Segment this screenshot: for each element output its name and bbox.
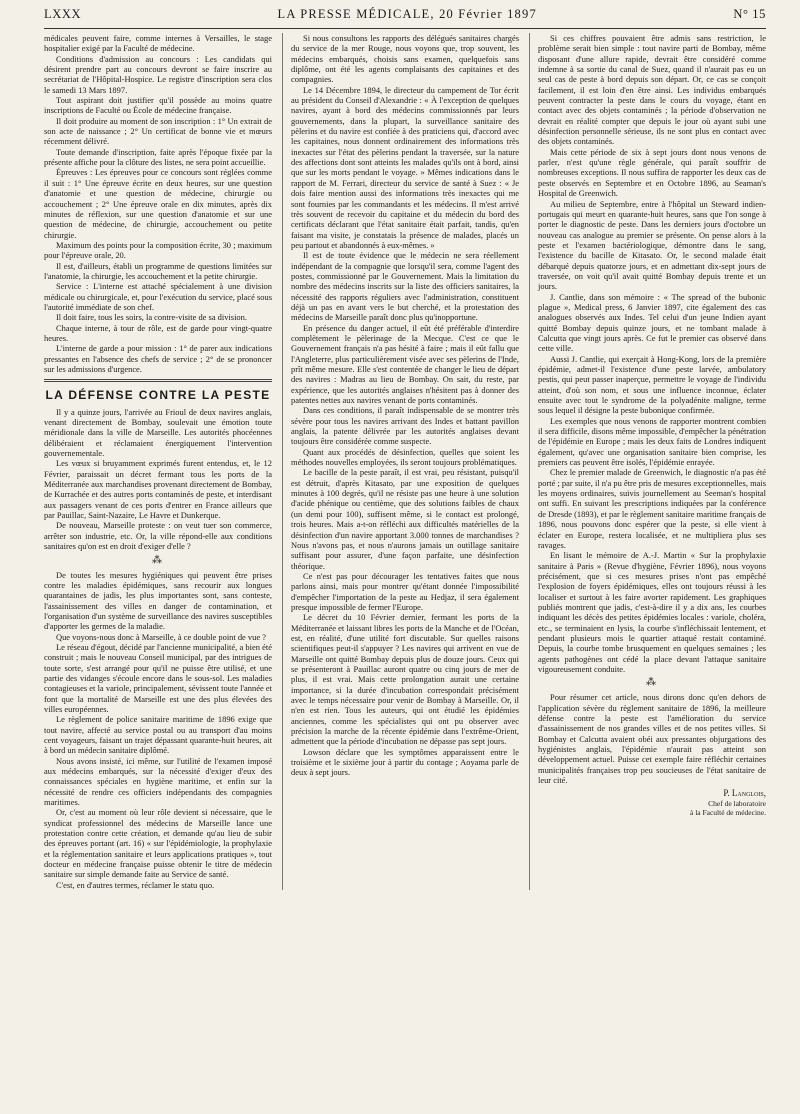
paragraph: Il est de toute évidence que le médecin ne sera réellement indépendant de la compagnie que lorsqu'il sera, comme l'agent des postes, commissionné par le Gouvernement. Mais la limitation du nombre des médecins inscrits sur la liste des officiers sanitaires, la nécessité des rapports réguliers avec l'administration, constituent déjà un pas en avant vers le but cherché, et la protestation des médecins de Marseille paraît donc plus qu'inopportune. xyxy=(291,250,519,323)
article-title: LA DÉFENSE CONTRE LA PESTE xyxy=(45,388,271,403)
paragraph: Mais cette période de six à sept jours dont nous venons de parler, n'est qu'une règle générale, qui paraît souffrir de nombreuses exceptions. Il nous suffira de rapporter les deux cas de peste observés en Septembre et en Octobre 1896, au Seaman's Hospital de Greenwich. xyxy=(538,146,766,199)
author-affiliation: à la Faculté de médecine. xyxy=(689,807,766,817)
paragraph: J. Cantlie, dans son mémoire : « The spread of the bubonic plague », Medical press, 6 Janvier 1897, cite également des cas analogues observés aux Indes. Tel celui d'un jeune Indien ayant quitté Bombay depuis quinze jours, et ne tombant malade à Calcutta que vingt jours après. Ce fut le premier cas observé dans cette ville. xyxy=(538,291,766,354)
paragraph: En présence du danger actuel, il eût été préférable d'interdire complètement le pèlerinage de la Mecque. C'est ce que le Gouvernement français n'a pas hésité à faire ; mais il eût fallu que l'Angleterre, plus particulièrement visée avec ses pèlerins de l'Inde, prît même mesure. Elle s'est contentée de changer le lieu de départ des navires : Madras au lieu de Bombay. On sait, du reste, par expérience, que les autorités anglaises n'hésitent pas à donner des patentes nettes aux navires venant de ports contaminés. xyxy=(291,322,519,406)
paragraph: De nouveau, Marseille proteste : on veut tuer son commerce, arrêter son industrie, etc. Or, la ville répond-elle aux conditions sanitaires qu'on est en droit d'exiger d'elle ? xyxy=(44,520,272,552)
paragraph: Toute demande d'inscription, faite après l'époque fixée par la présente affiche pour la clôture des listes, ne sera point accueillie. xyxy=(44,146,272,168)
paragraph: Maximum des points pour la composition écrite, 30 ; maximum pour l'épreuve orale, 20. xyxy=(44,239,272,261)
paragraph: Le 14 Décembre 1894, le directeur du campement de Tor écrit au président du Conseil d'Alexandrie : « À l'exception de quelques navires, ayant à bord des médecins commissionnés par leurs gouvernements, dans la plupart, la surveillance sanitaire des pèlerins et du navire est confiée à des praticiens qui, d'accord avec les capitaines, nous donnent ordinairement des informations très inexactes sur l'état des pèlerins pendant la traversée, sur la nature des affections dont sont atteints les malades qu'ils ont à bord, ainsi que sur les morts pendant le voyage. » Mêmes indications dans le rapport de M. Ferrari, directeur du service de santé à Suez : « Je dois faire mention aussi des informations très inexactes qui me sont fournies par les commandants et les médecins. Il m'est arrivé très souvent de recevoir du capitaine et du médecin du bord des certificats déclarant que l'état sanitaire était parfait, tandis, qu'en faisant ma visite, je constatais la présence de malades, placés un peu partout et abandonnés à eux-mêmes. » xyxy=(291,84,519,250)
paragraph: Quant aux procédés de désinfection, quelles que soient les méthodes nouvelles employées, ils seront toujours problématiques. xyxy=(291,446,519,468)
paragraph: Or, c'est au moment où leur rôle devient si nécessaire, que le syndicat professionnel des médecins de Marseille lance une protestation contre cette création, et demande qu'au lieu de subir des épreuves portant (art. 16) « sur l'épidémiologie, la prophylaxie et la réglementation sanitaire et leurs applications pratiques », tout docteur en médecine française puisse obtenir le titre de médecin sanitaire sur simple demande faite au Service de santé. xyxy=(44,807,272,880)
column-2 xyxy=(282,33,519,890)
paragraph: Les vœux si bruyamment exprimés furent entendus, et, le 12 Février, paraissait un décret fermant tous les ports de la Méditerranée aux marchandises provenant directement de Bombay, de Kurrachée et des autres ports contaminés de peste, et interdisant aux passagers venant de ces ports d'entrer en France ailleurs que par Pauillac, Saint-Nazaire, Le Havre et Dunkerque. xyxy=(44,458,272,521)
paragraph: Tout aspirant doit justifier qu'il possède au moins quatre inscriptions de Faculté ou École de médecine française. xyxy=(44,95,272,116)
paragraph: Si nous consultons les rapports des délégués sanitaires chargés du service de la mer Rouge, nous voyons que, trop souvent, les médecins embarqués, choisis sans examen, quelquefois sans diplôme, ont été les agents complaisants des capitaines et des compagnies. xyxy=(291,33,519,85)
issue-date: 20 Février 1897 xyxy=(439,7,537,21)
author-signature xyxy=(538,788,766,816)
issue-number: N° 15 xyxy=(733,7,766,21)
paragraph: médicales peuvent faire, comme internes à Versailles, le stage hospitalier exigé par la Faculté de médecine. xyxy=(44,33,272,54)
column-1 xyxy=(44,33,272,890)
paragraph: Que voyons-nous donc à Marseille, à ce double point de vue ? xyxy=(56,631,266,642)
page-number: LXXX xyxy=(44,7,82,21)
paragraph: Il doit produire au moment de son inscription : 1° Un extrait de son acte de naissance ; 2° Un certificat de bonne vie et mœurs récemment délivré. xyxy=(44,115,272,147)
paragraph: Le décret du 10 Février dernier, fermant les ports de la Méditerranée et laissant libres les ports de la Manche et de l'Océan, est, en réalité, d'une utilité fort discutable. Sur quelles raisons scientifiques peut-il s'appuyer ? Les navires qui arrivent en vue de Marseille ont quitté Bombay depuis plus de douze jours. Ceux qui se présenteront à Pauillac auront quatre ou cinq jours de mer de plus, il est vrai. Mais cette prolongation aurait une certaine importance, si la durée d'incubation correspondait précisément avec le temps nécessaire pour venir de Bombay à Marseille. Or, il n'en est rien. Tous les auteurs, qui ont étudié les épidémies anciennes, comme les spécialistes qui ont pu observer avec précision la marche de la récente épidémie dans l'extrême-Orient, admettent que la période d'incubation ne dépasse pas sept jours. xyxy=(291,612,519,747)
paragraph: Dans ces conditions, il paraît indispensable de se montrer très sévère pour tous les navires arrivant des Indes et battant pavillon anglais, la patente délivrée par les autorités anglaises devant toujours être considérée comme suspecte. xyxy=(291,405,519,447)
section-divider xyxy=(44,379,272,382)
paragraph: En lisant le mémoire de A.-J. Martin « Sur la prophylaxie sanitaire à Paris » (Revue d'hygiène, Février 1896), nous voyons précisément, que si ces mesures prises n'ont pas empêché l'explosion de foyers épidémiques, elles ont toujours réussi à les localiser et surtout à les faire avorter rapidement. Les graphiques publiés montrent que jadis, c'est-à-dire il y a dix ans, les courbes indiquant les décès des petites épidémies locales : variole, choléra, etc., se terminaient en lysis, la courbe s'infléchissait lentement, et pendant plusieurs mois le quartier attaqué restait contaminé. Depuis, la courbe tombe brusquement en quelques semaines ; les agents pathogènes ont cédé la place devant l'attaque sanitaire vigoureusement conduite. xyxy=(538,550,766,674)
paragraph: Ce n'est pas pour décourager les tentatives faites que nous parlons ainsi, mais pour montrer qu'étant donnée l'impossibilité d'empêcher l'importation de la peste au Hedjaz, il sera également presque impossible de fermer l'Europe. xyxy=(291,570,519,612)
paragraph: Nous avons insisté, ici même, sur l'utilité de l'examen imposé aux médecins embarqués, sur la nécessité d'exiger d'eux des connaissances spéciales en hygiène maritime, et enfin sur la nécessité de rendre ces officiers indépendants des compagnies maritimes. xyxy=(44,755,272,808)
paragraph: Service : L'interne est attaché spécialement à une division médicale ou chirurgicale, et, pour l'exécution du service, placé sous l'autorité immédiate de son chef. xyxy=(44,281,272,312)
author-role: Chef de laboratoire xyxy=(708,798,766,808)
paragraph: Il y a quinze jours, l'arrivée au Frioul de deux navires anglais, venant directement de Bombay, soulevait une émotion toute méridionale dans la ville de Marseille. Les autorités phocéennes délibéraient et réclamaient énergiquement l'intervention gouvernementale. xyxy=(44,406,272,459)
paragraph: Il est, d'ailleurs, établi un programme de questions limitées sur l'anatomie, la chirurgie, les accouchement et la petite chirurgie. xyxy=(44,260,272,281)
paragraph: Chaque interne, à tour de rôle, est de garde pour vingt-quatre heures. xyxy=(44,322,272,343)
author-name: P. Langlois, xyxy=(723,788,766,799)
paragraph: C'est, en d'autres termes, réclamer le statu quo. xyxy=(56,879,215,890)
paragraph: L'interne de garde a pour mission : 1° de parer aux indications pressantes en l'absence des chefs de service ; 2° de se prononcer sur les admissions d'urgence. xyxy=(44,343,272,374)
paragraph: Chez le premier malade de Greenwich, le diagnostic n'a pas été porté ; par suite, il n'a pu être pris de mesures exceptionnelles, mais les moyens ordinaires, suivis journellement au Seeman's hospital ont suffi. En suivant les prescriptions indiquées par la conférence de Dresde (1893), et par le règlement sanitaire maritime français de 1896, nous pouvons donc espérer que la peste, si elle vient à éclater en Europe, restera localisée, et ne multipliera plus ses ravages. xyxy=(538,467,766,550)
section-ornament: ⁂ xyxy=(152,554,164,566)
article-columns xyxy=(44,33,766,890)
paragraph: Pour résumer cet article, nous dirons donc qu'en dehors de l'application sévère du règlement sanitaire de 1896, la meilleure défense contre la peste est l'amélioration du service d'assainissement de nos grandes villes et de nos petites villes. Si Bombay et Calcutta avaient obéi aux pressantes objurgations des hygiénistes anglais, l'épidémie n'aurait pas atteint son développement actuel. Puisse cet exemple faire réfléchir certaines municipalités françaises trop peu soucieuses de l'état sanitaire de leur cité. xyxy=(538,692,766,786)
section-ornament: ⁂ xyxy=(646,677,658,689)
journal-title-date: LA PRESSE MÉDICALE, 20 Février 1897 xyxy=(277,7,537,21)
paragraph: Épreuves : Les épreuves pour ce concours sont réglées comme il suit : 1° Une épreuve écrite en deux heures, sur une question d'anatomie et une question de médecine, chirurgie ou accouchement ; 2° Une épreuve orale en dix minutes, après dix minutes de réflexion, sur une question d'anatomie et sur une question de médecine, de chirurgie, accouchement ou petite chirurgie. xyxy=(44,167,272,240)
journal-title: LA PRESSE MÉDICALE xyxy=(277,7,431,21)
paragraph: Le règlement de police sanitaire maritime de 1896 exige que tout navire, affecté au service postal ou au transport d'au moins cent voyageurs, faisant un trajet dépassant quarante-huit heures, ait à bord un médecin sanitaire diplômé. xyxy=(44,714,272,756)
paragraph: Il doit faire, tous les soirs, la contre-visite de sa division. xyxy=(56,312,247,323)
paragraph: Si ces chiffres pouvaient être admis sans restriction, le problème serait bien simple : tout navire parti de Bombay, même disposant d'une allure rapide, devrait être considéré comme indemne à sa sortie du canal de Suez, quand il n'aurait pas eu un seul cas de peste à bord depuis son départ. Or, ce cas se conçoit facilement, il est loin d'en être ainsi. Les individus embarqués peuvent contracter la peste dans le cours du voyage, étant en contact avec des objets contaminés ; la période d'observation ne devrait en réalité compter que depuis le jour où ayant subi une désinfection personnelle sérieuse, ils ne sont plus en contact avec des objets contaminés. xyxy=(538,33,766,147)
masthead xyxy=(44,0,766,25)
paragraph: Le bacille de la peste paraît, il est vrai, peu résistant, puisqu'il est détruit, d'après Kitasato, par une exposition de quelques minutes à 100 degrés, qu'il ne résiste pas une heure à une solution d'acide phénique ou centième, que des solutions faibles de chaux (un demi pour 100), suffisent même, si le contact est prolongé, trois heures. Mais a-t-on réfléchi aux difficultés matérielles de la désinfection d'un navire apportant 3.000 tonnes de marchandises ? Nous n'avons pas, et nous n'aurons jamais un outillage sanitaire suffisant pour assurer, d'une façon parfaite, une désinfection théorique. xyxy=(291,467,519,571)
paragraph: Conditions d'admission au concours : Les candidats qui désirent prendre part au concours devront se faire inscrire au secrétariat de l'Hôpital-Hospice. Le registre d'inscription sera clos le samedi 13 Mars 1897. xyxy=(44,53,272,95)
paragraph: De toutes les mesures hygiéniques qui peuvent être prises contre les maladies épidémiques, sans recourir aux longues quarantaines de jadis, les plus importantes sont, sans conteste, l'assainissement des villes en danger de contamination, et l'organisation d'un système de surveillance des navires susceptibles d'apporter les germes de la maladie. xyxy=(44,569,272,632)
masthead-rule xyxy=(44,28,766,29)
paragraph: Les exemples que nous venons de rapporter montrent combien il sera difficile, disons même impossible, d'empêcher la pénétration de l'épidémie en Europe ; mais les deux faits de Londres indiquent également, qu'avec une organisation sanitaire bien comprise, les premiers cas peuvent être isolés, l'épidémie enrayée. xyxy=(538,415,766,468)
paragraph: Le réseau d'égout, décidé par l'ancienne municipalité, a bien été construit ; mais le nouveau Conseil municipal, par des intrigues de toute sorte, s'est arrangé pour qu'il ne puisse être utilisé, et une partie des vidanges s'écoule encore dans le sous-sol. Les maladies contagieuses et la variole, principalement, sévissent toute l'année et font que la mortalité de Marseille est une des plus élevées des villes européennes. xyxy=(44,641,272,714)
paragraph: Au milieu de Septembre, entre à l'hôpital un Steward indien-portugais qui meurt en quarante-huit heures, sans que l'on songe à porter le diagnostic de peste. Dans les derniers jours d'octobre un nouveau cas analogue au premier se présente. On pense alors à la peste et l'examen bactériologique, démontre dans le sang, l'existence du bacille de Kitasato. Or, le second malade était débarqué depuis quatorze jours, et en admettant dix-sept jours de traversée, on voit qu'il avait quitté Bombay depuis trente et un jours. xyxy=(538,198,766,292)
column-3 xyxy=(529,33,766,890)
paragraph: Lowson déclare que les symptômes apparaissent entre le troisième et le sixième jour à partir du contage ; Aoyama parle de deux à sept jours. xyxy=(291,746,519,778)
paragraph: Aussi J. Cantlie, qui exerçait à Hong-Kong, lors de la première épidémie, admet-il l'existence d'une peste larvée, ambulatory pestis, qui peut passer inaperçue, permettre le voyage de l'individu atteint, d'où son nom, et sous une influence inconnue, éclater ensuite avec tout le syndrome de la polyadénite maligne, terme sous lequel il désigne la peste bubonique confirmée. xyxy=(538,353,766,416)
